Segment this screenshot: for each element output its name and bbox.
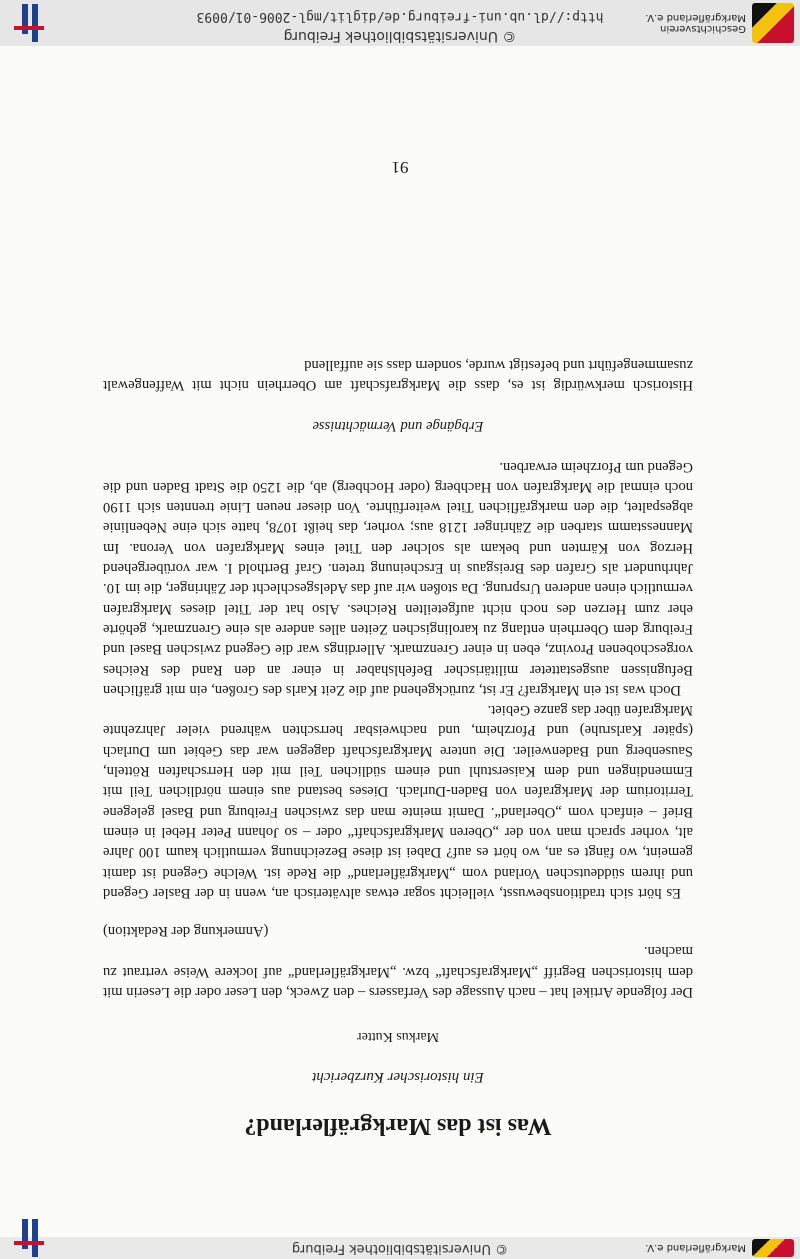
article-title: Was ist das Markgräflerland? <box>244 1113 552 1139</box>
paragraph-1: Es hört sich traditionsbewusst, vielleicht sogar etwas altväterisch an, wenn in der Basler Gegend und ihrem süddeutschen Vorland vom „Markgräflerland“ die Rede ist. Welche Gegend ist damit gemeint, wo fängt es an, wo hört es auf? Dabei ist diese Bezeichnung vermutlich kaum 100 Jahre alt, vorher sprach man von der „Oberen Markgrafschaft“ oder – so Johann Peter Hebel in einem Brief – einfach vom „Oberland“. Damit meinte man das zwischen Freiburg und Basel gelegene Territorium der Markgrafen von Baden-Durlach. Dieses bestand aus einem nördlichen Teil mit Emmendingen und dem Kaiserstuhl und einem südlichen Teil mit den Herrschaften Rötteln, Sausenberg und Badenweiler. Die untere Markgrafschaft dagegen war das Gebiet um Durlach (später Karlsruhe) und Pforzheim, und nachweisbar herrschten während vieler Jahrzehnte Markgrafen über das ganze Gebiet. <box>103 702 693 901</box>
copyright-text-top: © Universitätsbibliothek Freiburg <box>291 1241 509 1256</box>
copyright-text: © Universitätsbibliothek Freiburg <box>283 28 517 44</box>
article-author: Markus Kutter <box>356 1029 440 1044</box>
viewer-header-bar <box>0 1237 800 1259</box>
viewer-footer-bar <box>0 0 800 46</box>
society-name-top: Markgräflerland e.V. <box>645 1242 746 1254</box>
society-name-line1: Geschichtsverein <box>660 23 746 34</box>
article-subtitle: Ein historischer Kurzbericht <box>312 1069 484 1085</box>
editor-note: (Anmerkung der Redaktion) <box>103 923 269 940</box>
source-url-link[interactable]: http://dl.ub.uni-freiburg.de/diglit/mgl-2006-01/0093 <box>196 9 604 24</box>
paragraph-2: Doch was ist ein Markgraf? Er ist, zurückgehend auf die Zeit Karls des Großen, ein mit gräflichen Befugnissen ausgestatteter militärischer Befehlshaber in einer an den Rand des Reiches vorgeschobenen Provinz, eben in einer Grenzmark. Allerdings war die Gegend zwischen Basel und Freiburg dem Oberrhein entlang zu karolingischen Zeiten alles andere als eine Grenzmark, gehörte eher zum Herzen des noch nicht aufgeteilten Reiches. Also hat der Titel dieses Markgrafen vermutlich einen anderen Ursprung. Da stoßen wir auf das Adelsgeschlecht der Zähringer, die im 10. Jahrhundert als Grafen des Breisgaus in Erscheinung treten. Graf Berthold I. war vorübergehend Herzog von Kärnten und bekam als solcher den Titel eines Markgrafen von Verona. Im Mannesstamm starben die Zähringer 1218 aus; vorher, das heißt 1078, hatte sich eine Nebenlinie abgespaltet, die den markgräflichen Titel weiterführte. Von dieser neuen Linie trennten sich 1190 noch einmal die Markgrafen von Hachberg (oder Hochberg) ab, die 1250 die Stadt Baden und die Gegend um Pforzheim erwarben. <box>103 458 693 698</box>
article-body <box>103 355 693 1147</box>
paragraph-3: Historisch merkwürdig ist es, dass die Markgrafschaft am Oberrhein nicht mit Waffengewalt zusammengeführt und befestigt wurde, sondern dass sie auffallend <box>103 356 693 394</box>
section-heading: Erbgänge und Vermächtnisse <box>312 418 484 435</box>
library-logo-icon-2 <box>14 1239 44 1257</box>
page-number: 91 <box>391 158 409 177</box>
society-name-line2: Markgräflerland e.V. <box>645 12 746 23</box>
intro-paragraph: Der folgende Artikel hat – nach Aussage des Verfassers – den Zweck, den Leser oder die Leserin mit dem historischen Begriff „Markgrafschaft“ bzw. „Markgräflerland“ auf lockere Weise vertraut zu machen. <box>103 943 693 1000</box>
library-logo-icon <box>14 4 44 42</box>
